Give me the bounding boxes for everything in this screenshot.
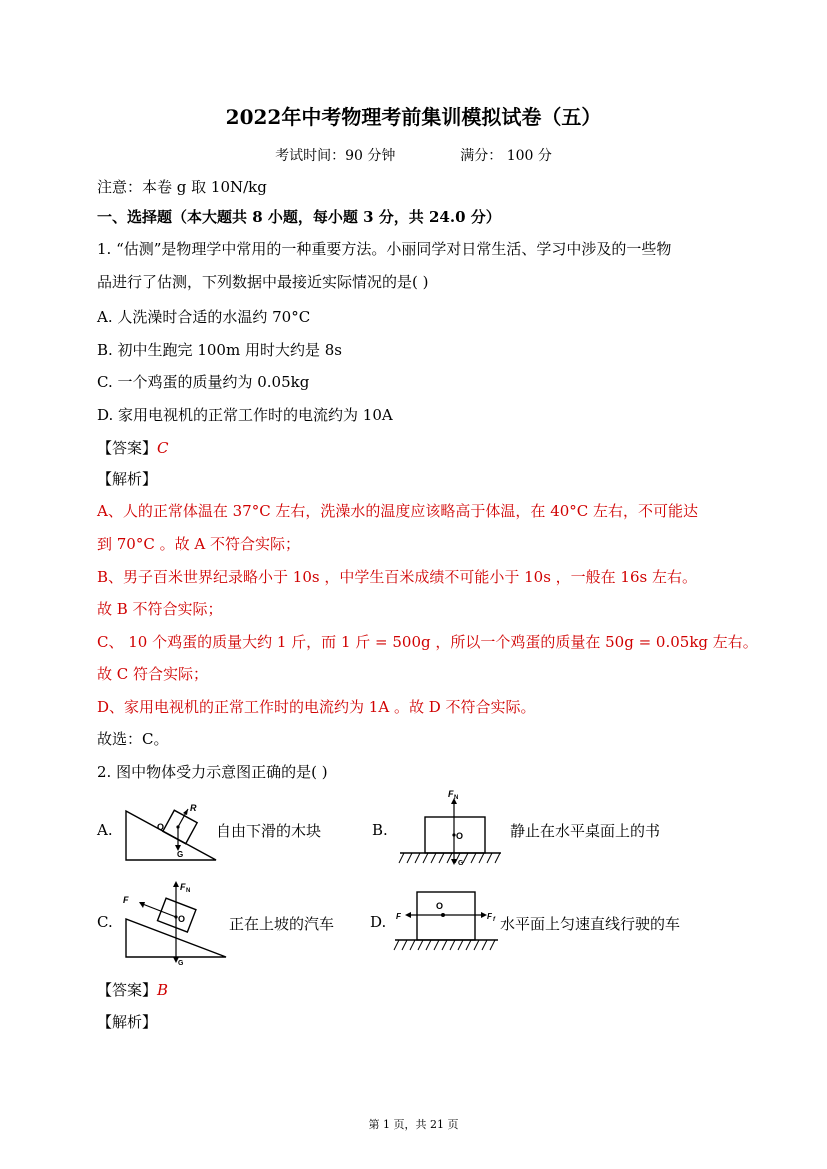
q2-answer (97, 979, 168, 1000)
label-ff-sub: f (493, 917, 495, 923)
label-fn: F (448, 789, 454, 799)
answer-label: 【答案】 (97, 981, 158, 999)
q1-option-c: C. 一个鸡蛋的质量约为 0.05kg (97, 373, 310, 391)
label-o: O (456, 831, 464, 841)
label-fn-sub: N (186, 888, 191, 894)
q1-option-b: B. 初中生跑完 100m 用时大约是 8s (97, 341, 342, 359)
figure-b-book-on-table (398, 785, 503, 870)
label-f: F (123, 895, 129, 905)
answer-label: 【答案】 (97, 439, 158, 457)
q1-analysis-line: 故 B 不符合实际； (97, 600, 223, 618)
label-ff: F (487, 912, 492, 921)
q1-option-d: D. 家用电视机的正常工作时的电流约为 10A (97, 406, 393, 424)
label-o: O (436, 901, 444, 911)
q1-analysis-line: 故 C 符合实际； (97, 665, 209, 683)
q1-analysis-line: A、人的正常体温在 37°C 左右，洗澡水的温度应该略高于体温，在 40°C 左右，不可能达 (97, 502, 699, 520)
note: 注意：本卷 g 取 10N/kg (97, 178, 267, 196)
q1-option-a: A. 人洗澡时合适的水温约 70°C (97, 308, 311, 326)
section-heading: 一、选择题（本大题共 8 小题，每小题 3 分，共 24.0 分） (97, 208, 501, 226)
label-fn: F (180, 882, 186, 892)
q1-analysis-line: 到 70°C 。故 A 不符合实际； (97, 535, 300, 553)
q2-caption-c: 正在上坡的汽车 (229, 915, 335, 933)
q2-analysis-label: 【解析】 (97, 1013, 158, 1031)
label-g: G (458, 860, 464, 867)
q1-analysis-label: 【解析】 (97, 470, 158, 488)
label-r: R (190, 803, 197, 813)
exam-meta (0, 145, 827, 165)
label-f: F (396, 912, 401, 921)
q1-analysis-line: B、男子百米世界纪录略小于 10s ，中学生百米成绩不可能小于 10s ，一般在 16s 左右。 (97, 568, 697, 586)
q1-analysis-line: D、家用电视机的正常工作时的电流约为 1A 。故 D 不符合实际。 (97, 698, 536, 716)
label-fn-sub: N (454, 795, 459, 801)
q2-option-b-letter: B. (372, 821, 388, 839)
label-o: O (157, 822, 165, 832)
figure-a-sliding-block (120, 795, 220, 865)
q1-stem-line1: 1. “估测”是物理学中常用的一种重要方法。小丽同学对日常生活、学习中涉及的一些物 (97, 240, 672, 258)
page-footer: 第 1 页，共 21 页 (368, 1118, 459, 1131)
q2-caption-a: 自由下滑的木块 (216, 822, 322, 840)
label-g: G (177, 850, 184, 859)
q2-option-a-letter: A. (97, 821, 113, 839)
answer-value: C (157, 439, 169, 457)
label-g: G (178, 960, 184, 967)
q2-stem: 2. 图中物体受力示意图正确的是( ) (97, 763, 328, 781)
q1-stem-line2: 品进行了估测，下列数据中最接近实际情况的是( ) (97, 273, 429, 291)
answer-value: B (157, 981, 169, 999)
q1-answer (97, 437, 169, 458)
q2-option-c-letter: C. (97, 913, 113, 931)
q2-caption-b: 静止在水平桌面上的书 (510, 822, 661, 840)
full-score: 满分： 100 分 (460, 148, 552, 164)
page-title: 2022年中考物理考前集训模拟试卷（五） (225, 105, 602, 129)
q2-caption-d: 水平面上匀速直线行驶的车 (500, 915, 681, 933)
exam-time: 考试时间：90 分钟 (275, 148, 396, 164)
label-o: O (178, 914, 186, 924)
q1-conclusion: 故选：C。 (97, 730, 169, 748)
q2-option-d-letter: D. (370, 913, 387, 931)
figure-c-car-uphill (120, 877, 230, 967)
figure-d-car-constant-speed (393, 885, 500, 955)
q1-analysis-line: C、 10 个鸡蛋的质量大约 1 斤，而 1 斤 = 500g ，所以一个鸡蛋的质量在 50g = 0.05kg 左右。 (97, 633, 758, 651)
